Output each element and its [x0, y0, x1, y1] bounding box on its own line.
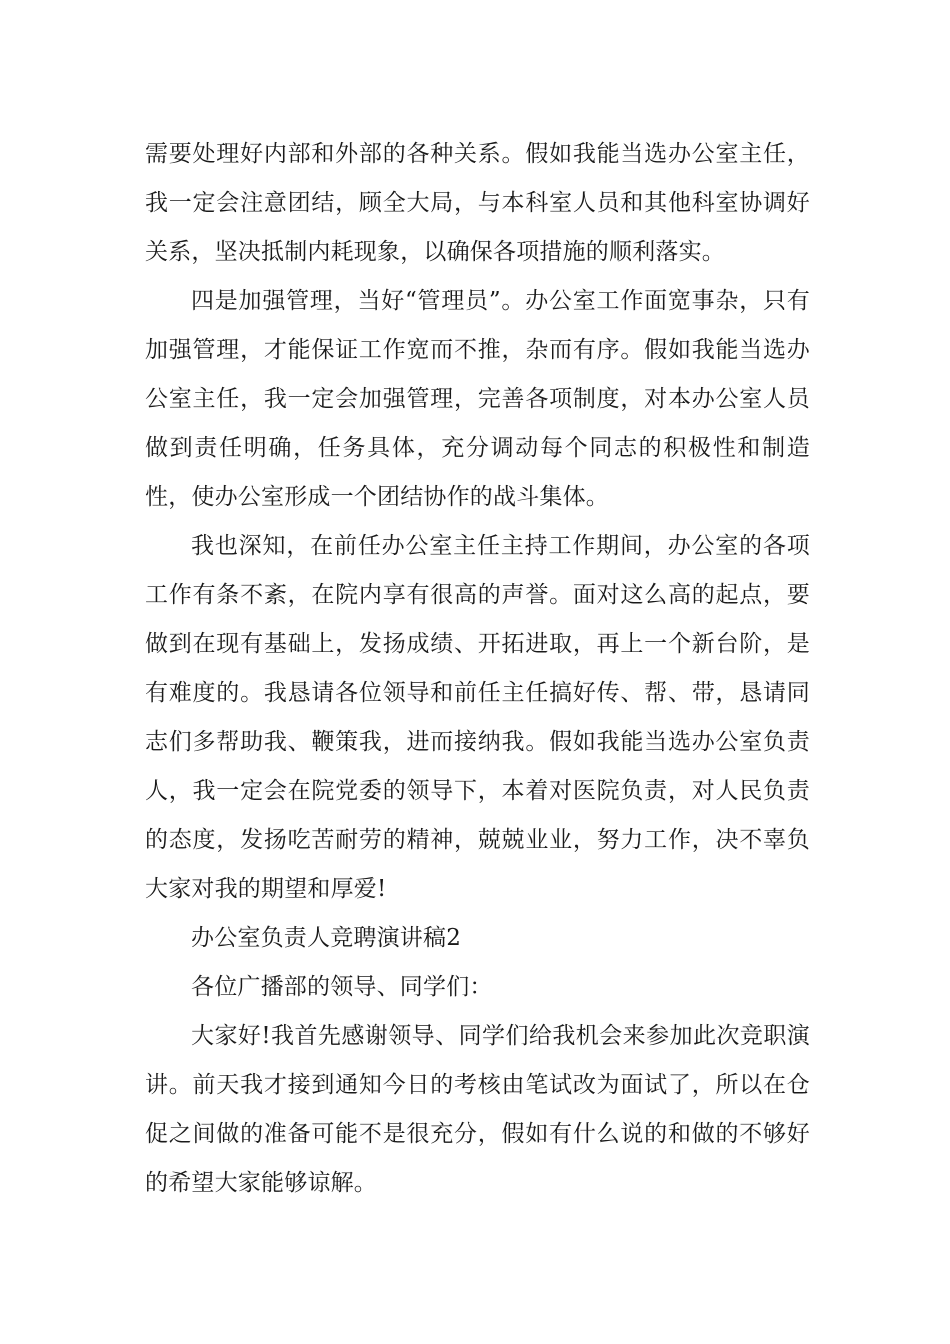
- paragraph-2: 四是加强管理，当好“管理员”。办公室工作面宽事杂，只有加强管理，才能保证工作宽而不推，杂而有序。假如我能当选办公室主任，我一定会加强管理，完善各项制度，对本办公室人员做到责任明确，任务具体，充分调动每个同志的积极性和制造性，使办公室形成一个团结协作的战斗集体。: [145, 288, 810, 510]
- paragraph-6: 大家好!我首先感谢领导、同学们给我机会来参加此次竞职演讲。前天我才接到通知今日的考核由笔试改为面试了，所以在仓促之间做的准备可能不是很充分，假如有什么说的和做的不够好的希望大家能够谅解。: [145, 1023, 810, 1196]
- document-body: [145, 130, 810, 1208]
- salutation: 各位广播部的领导、同学们：: [191, 974, 493, 1000]
- paragraph-1: 需要处理好内部和外部的各种关系。假如我能当选办公室主任，我一定会注意团结，顾全大局，与本科室人员和其他科室协调好关系，坚决抵制内耗现象，以确保各项措施的顺利落实。: [145, 141, 810, 265]
- paragraph-3: 我也深知，在前任办公室主任主持工作期间，办公室的各项工作有条不紊，在院内享有很高的声誉。面对这么高的起点，要做到在现有基础上，发扬成绩、开拓进取，再上一个新台阶，是有难度的。我恳请各位领导和前任主任搞好传、帮、带，恳请同志们多帮助我、鞭策我，进而接纳我。假如我能当选办公室负责人，我一定会在院党委的领导下，本着对医院负责，对人民负责的态度，发扬吃苦耐劳的精神，兢兢业业，努力工作，决不辜负大家对我的期望和厚爱!: [145, 533, 810, 902]
- section-heading: 办公室负责人竞聘演讲稿2: [191, 925, 462, 951]
